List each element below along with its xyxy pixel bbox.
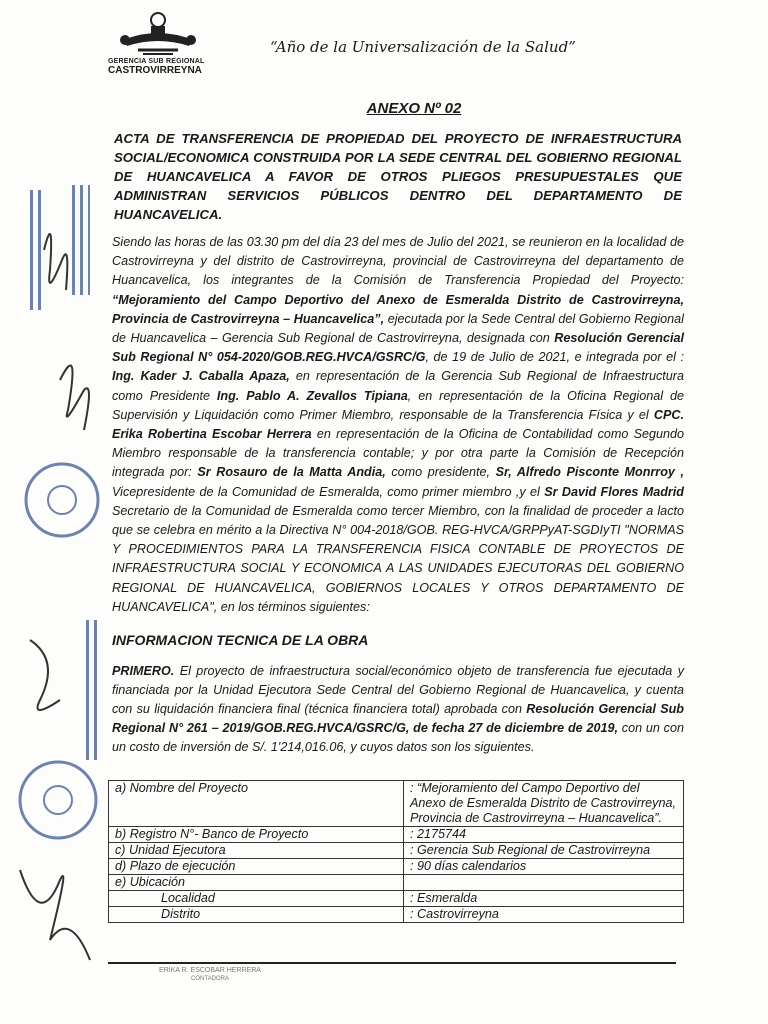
acta-title: ACTA DE TRANSFERENCIA DE PROPIEDAD DEL PROYECTO DE INFRAESTRUCTURA SOCIAL/ECONOMICA CONSTRUIDA POR LA SEDE CENTRAL DEL GOBIERNO REGIONAL DE HUANCAVELICA A FAVOR DE OTROS PLIEGOS PRESUPUESTALES QUE ADMINISTRAN SERVICIOS PÚBLICOS DENTRO DEL DEPARTAMENTO DE HUANCAVELICA.: [114, 131, 682, 222]
footer-stamp: ERIKA R. ESCOBAR HERRERA CONTADORA: [159, 967, 261, 982]
table-row: [109, 843, 684, 859]
table-cell-label: c) Unidad Ejecutora: [109, 843, 404, 859]
table-cell-value: [404, 875, 684, 891]
crest-icon: [113, 10, 203, 56]
round-seal-inner: [44, 786, 72, 814]
footer-divider: [108, 962, 676, 964]
org-name: CASTROVIRREYNA: [108, 65, 202, 76]
round-seal: [20, 762, 96, 838]
vertical-name-stamp: [86, 620, 97, 760]
table-cell-value: : Esmeralda: [404, 891, 684, 907]
org-small-label: GERENCIA SUB REGIONAL: [108, 58, 205, 65]
project-data-table: [108, 780, 684, 923]
table-cell-value: : Gerencia Sub Regional de Castrovirreyna: [404, 843, 684, 859]
primero-paragraph: PRIMERO. El proyecto de infraestructura social/económico objeto de transferencia fue ejecutada y financiada por la Unidad Ejecutora Sede Central del Gobierno Regional de Huancavelica, y cuenta con su liquidación financiera final (técnica financiera total) aprobada con Resolución Gerencial Sub Regional N° 261 – 2019/GOB.REG.HVCA/GSRC/G, de fecha 27 de diciembre de 2019, con un con un costo de inversión de S/. 1'214,016.06, y cuyos datos son los siguientes.: [112, 664, 684, 754]
table-row: [109, 859, 684, 875]
table-cell-value: : Castrovirreyna: [404, 907, 684, 923]
round-seal: [26, 464, 98, 536]
table-cell-label: b) Registro N°- Banco de Proyecto: [109, 827, 404, 843]
margin-signatures: [0, 170, 110, 990]
table-cell-value: : 2175744: [404, 827, 684, 843]
round-seal-inner: [48, 486, 76, 514]
table-row: [109, 827, 684, 843]
signature-stroke: [44, 234, 67, 290]
annex-title: ANEXO Nº 02: [366, 100, 462, 117]
table-row: [109, 907, 684, 923]
table-row: [109, 875, 684, 891]
table-row: [109, 891, 684, 907]
table-cell-value: : 90 días calendarios: [404, 859, 684, 875]
signature-stroke: [20, 870, 90, 960]
signature-stroke: [30, 640, 60, 710]
table-cell-label: Distrito: [109, 907, 404, 923]
table-cell-label: d) Plazo de ejecución: [109, 859, 404, 875]
table-cell-label: Localidad: [109, 891, 404, 907]
body-paragraph: Siendo las horas de las 03.30 pm del día 23 del mes de Julio del 2021, se reunieron en la localidad de Castrovirreyna y del distrito de Castrovirreyna, provincial de Castrovirreyna del departamento de Huancavelica, los integrantes de la Comisión de Transferencia Propiedad del Proyecto: “Mejoramiento del Campo Deportivo del Anexo de Esmeralda Distrito de Castrovirreyna, Provincia de Castrovirreyna – Huancavelica”, ejecutada por la Sede Central del Gobierno Regional de Huancavelica – Gerencia Sub Regional de Castrovirreyna, designada con Resolución Gerencial Sub Regional N° 054-2020/GOB.REG.HVCA/GSRC/G, de 19 de Julio de 2021, e integrada por el : Ing. Kader J. Caballa Apaza, en representación de la Gerencia Sub Regional de Infraestructura como Presidente Ing. Pablo A. Zevallos Tipiana, en representación de la Oficina Regional de Supervisión y Liquidación como Primer Miembro, responsable de la Transferencia Física y el CPC. Erika Robertina Escobar Herrera en representación de la Oficina de Contabilidad como Segundo Miembro responsable de la transferencia contable; y por otra parte la Comisión de Recepción integrada por: Sr Rosauro de la Matta Andia, como presidente, Sr, Alfredo Pisconte Monrroy , Vicepresidente de la Comunidad de Esmeralda, como primer miembro ,y el Sr David Flores Madrid Secretario de la Comunidad de Esmeralda como tercer Miembro, con la finalidad de proceder a lacto que se celebra en mérito a la Directiva N° 004-2018/GOB. REG-HVCA/GRPPyAT-SGDIyTI "NORMAS Y PROCEDIMIENTOS PARA LA TRANSFERENCIA FISICA CONTABLE DE PROYECTOS DE INFRAESTRUCTURA SOCIAL Y ECONOMICA A LAS UNIDADES EJECUTORAS DEL GOBIERNO REGIONAL DE HUANCAVELICA, GOBIERNOS LOCALES Y OTROS DEPARTAMENTO DE HUANCAVELICA", en los términos siguientes:: [112, 235, 685, 614]
table-row: [109, 781, 684, 827]
section-title: INFORMACION TECNICA DE LA OBRA: [112, 632, 369, 648]
table-cell-label: e) Ubicación: [109, 875, 404, 891]
table-cell-label: a) Nombre del Proyecto: [109, 781, 404, 827]
signature-stroke: [60, 365, 89, 430]
vertical-stamp-text: [30, 185, 90, 310]
table-cell-value: : “Mejoramiento del Campo Deportivo del Anexo de Esmeralda Distrito de Castrovirreyna, Provincia de Castrovirreyna – Huancavelica”.: [404, 781, 684, 827]
org-logo: [108, 10, 208, 76]
year-motto: “Año de la Universalización de la Salud”: [270, 38, 576, 56]
